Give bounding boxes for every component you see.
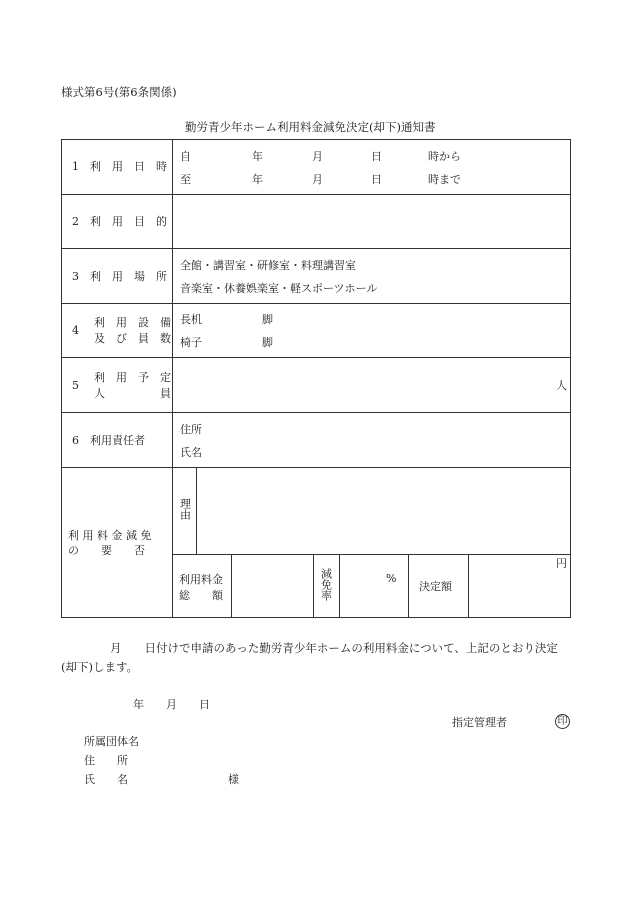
chair-unit: 脚 (262, 336, 273, 349)
decision-divider (468, 554, 469, 618)
recipient-address-label: 住 所 (84, 754, 128, 767)
from-day: 日 (371, 150, 382, 163)
place-options-line2: 音楽室・休養娯楽室・軽スポーツホール (180, 282, 378, 295)
rate-divider (339, 554, 340, 618)
row-divider (62, 248, 571, 249)
reason-label: 理由 (178, 498, 192, 520)
percent-divider (408, 554, 409, 618)
attendees-label-line1: 利 用 予 定 (94, 371, 171, 384)
decision-amount-label: 決定額 (419, 580, 452, 593)
responsible-person-label: 6 利用責任者 (72, 434, 145, 447)
equipment-label-line2: 及 び 員 数 (94, 332, 171, 345)
total-divider (231, 554, 232, 618)
row-divider (62, 303, 571, 304)
row-divider (62, 412, 571, 413)
equipment-label-number: 4 (72, 324, 79, 337)
equipment-label-line1: 利 用 設 備 (94, 316, 171, 329)
long-desk-unit: 脚 (262, 313, 273, 326)
place-options-line1: 全館・講習室・研修室・料理講習室 (180, 259, 356, 272)
total-fee-label-line2: 総 額 (179, 589, 223, 602)
to-year: 年 (252, 173, 263, 186)
usage-purpose-label: 2 利 用 目 的 (72, 215, 167, 228)
honorific-suffix: 様 (228, 773, 239, 786)
label-column-divider (172, 140, 173, 618)
to-month: 月 (312, 173, 323, 186)
from-hour: 時から (428, 150, 461, 163)
from-month: 月 (312, 150, 323, 163)
to-day: 日 (371, 173, 382, 186)
row-divider (62, 467, 571, 468)
attendees-unit: 人 (556, 379, 567, 392)
usage-place-label: 3 利 用 場 所 (72, 270, 167, 283)
total-fee-label-line1: 利用料金 (179, 573, 223, 586)
chair-label: 椅子 (180, 336, 202, 349)
yen-unit: 円 (556, 557, 567, 570)
amount-divider (313, 554, 314, 618)
long-desk-label: 長机 (180, 313, 202, 326)
responsible-address-label: 住所 (180, 423, 202, 436)
percent-sign: % (386, 572, 397, 585)
reason-divider (196, 467, 197, 554)
to-marker: 至 (180, 173, 191, 186)
reduction-label-line1: 利 用 料 金 減 免 (68, 529, 152, 542)
notice-text-line2: (却下)します。 (61, 660, 139, 674)
reduction-rate-label: 減免率 (319, 568, 333, 601)
attendees-label-number: 5 (72, 379, 79, 392)
reduction-label-line2: の 要 否 (68, 544, 145, 557)
application-form-table (61, 139, 571, 618)
from-marker: 自 (180, 150, 191, 163)
recipient-name-label: 氏 名 (84, 773, 128, 786)
form-number: 様式第6号(第6条関係) (61, 85, 177, 99)
attendees-label-line2: 人 員 (94, 387, 171, 400)
notice-text-line1: 月 日付けで申請のあった勤労青少年ホームの利用料金について、上記のとおり決定 (110, 641, 558, 655)
organization-name-label: 所属団体名 (84, 735, 139, 748)
seal-mark: 印 (555, 714, 570, 729)
responsible-name-label: 氏名 (180, 446, 202, 459)
from-year: 年 (252, 150, 263, 163)
row-divider (62, 194, 571, 195)
usage-date-label: 1 利 用 日 時 (72, 160, 167, 173)
to-hour: 時まで (428, 173, 461, 186)
document-title: 勤労青少年ホーム利用料金減免決定(却下)通知書 (185, 120, 436, 134)
issue-date: 年 月 日 (133, 698, 210, 711)
row-divider (62, 357, 571, 358)
designated-manager-label: 指定管理者 (452, 716, 507, 729)
